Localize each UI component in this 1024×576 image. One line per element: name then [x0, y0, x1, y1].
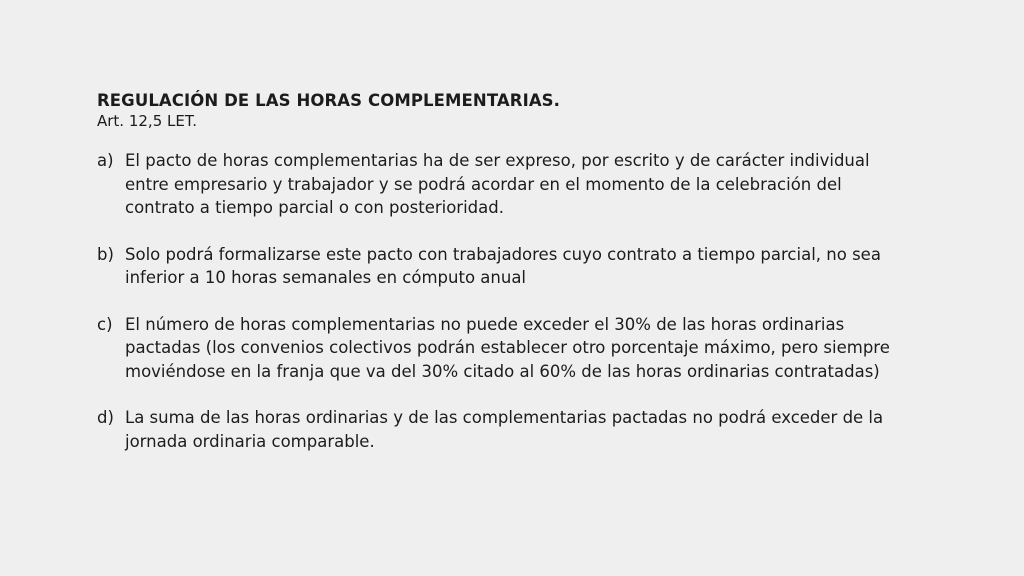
item-marker: c): [97, 314, 113, 334]
list-item-c: [97, 313, 897, 384]
list-item-d: [97, 406, 897, 453]
item-marker: d): [97, 408, 114, 427]
slide-content: [97, 89, 897, 476]
list-item-a: [97, 149, 897, 220]
item-text: La suma de las horas ordinarias y de las complementarias pactadas no podrá exceder de la jornada ordinaria comparable.: [125, 408, 884, 451]
item-marker: b): [97, 244, 114, 264]
item-text: El número de horas complementarias no puede exceder el 30% de las horas ordinarias pactadas (los convenios colectivos podrán establecer otro porcentaje máximo, pero siempre moviéndose en la franja que va del 30% citado al 60% de las horas ordinarias contratadas): [125, 314, 890, 381]
item-text: Solo podrá formalizarse este pacto con trabajadores cuyo contrato a tiempo parcial, no sea inferior a 10 horas semanales en cómputo anual: [125, 244, 881, 287]
item-text: El pacto de horas complementarias ha de ser expreso, por escrito y de carácter individual entre empresario y trabajador y se podrá acordar en el momento de la celebración del contrato a tiempo parcial o con posterioridad.: [125, 151, 870, 217]
slide-title: REGULACIÓN DE LAS HORAS COMPLEMENTARIAS.: [97, 91, 561, 110]
item-list: [97, 149, 897, 453]
list-item-b: [97, 243, 897, 290]
item-marker: a): [97, 151, 114, 170]
slide-subtitle: Art. 12,5 LET.: [97, 112, 197, 130]
